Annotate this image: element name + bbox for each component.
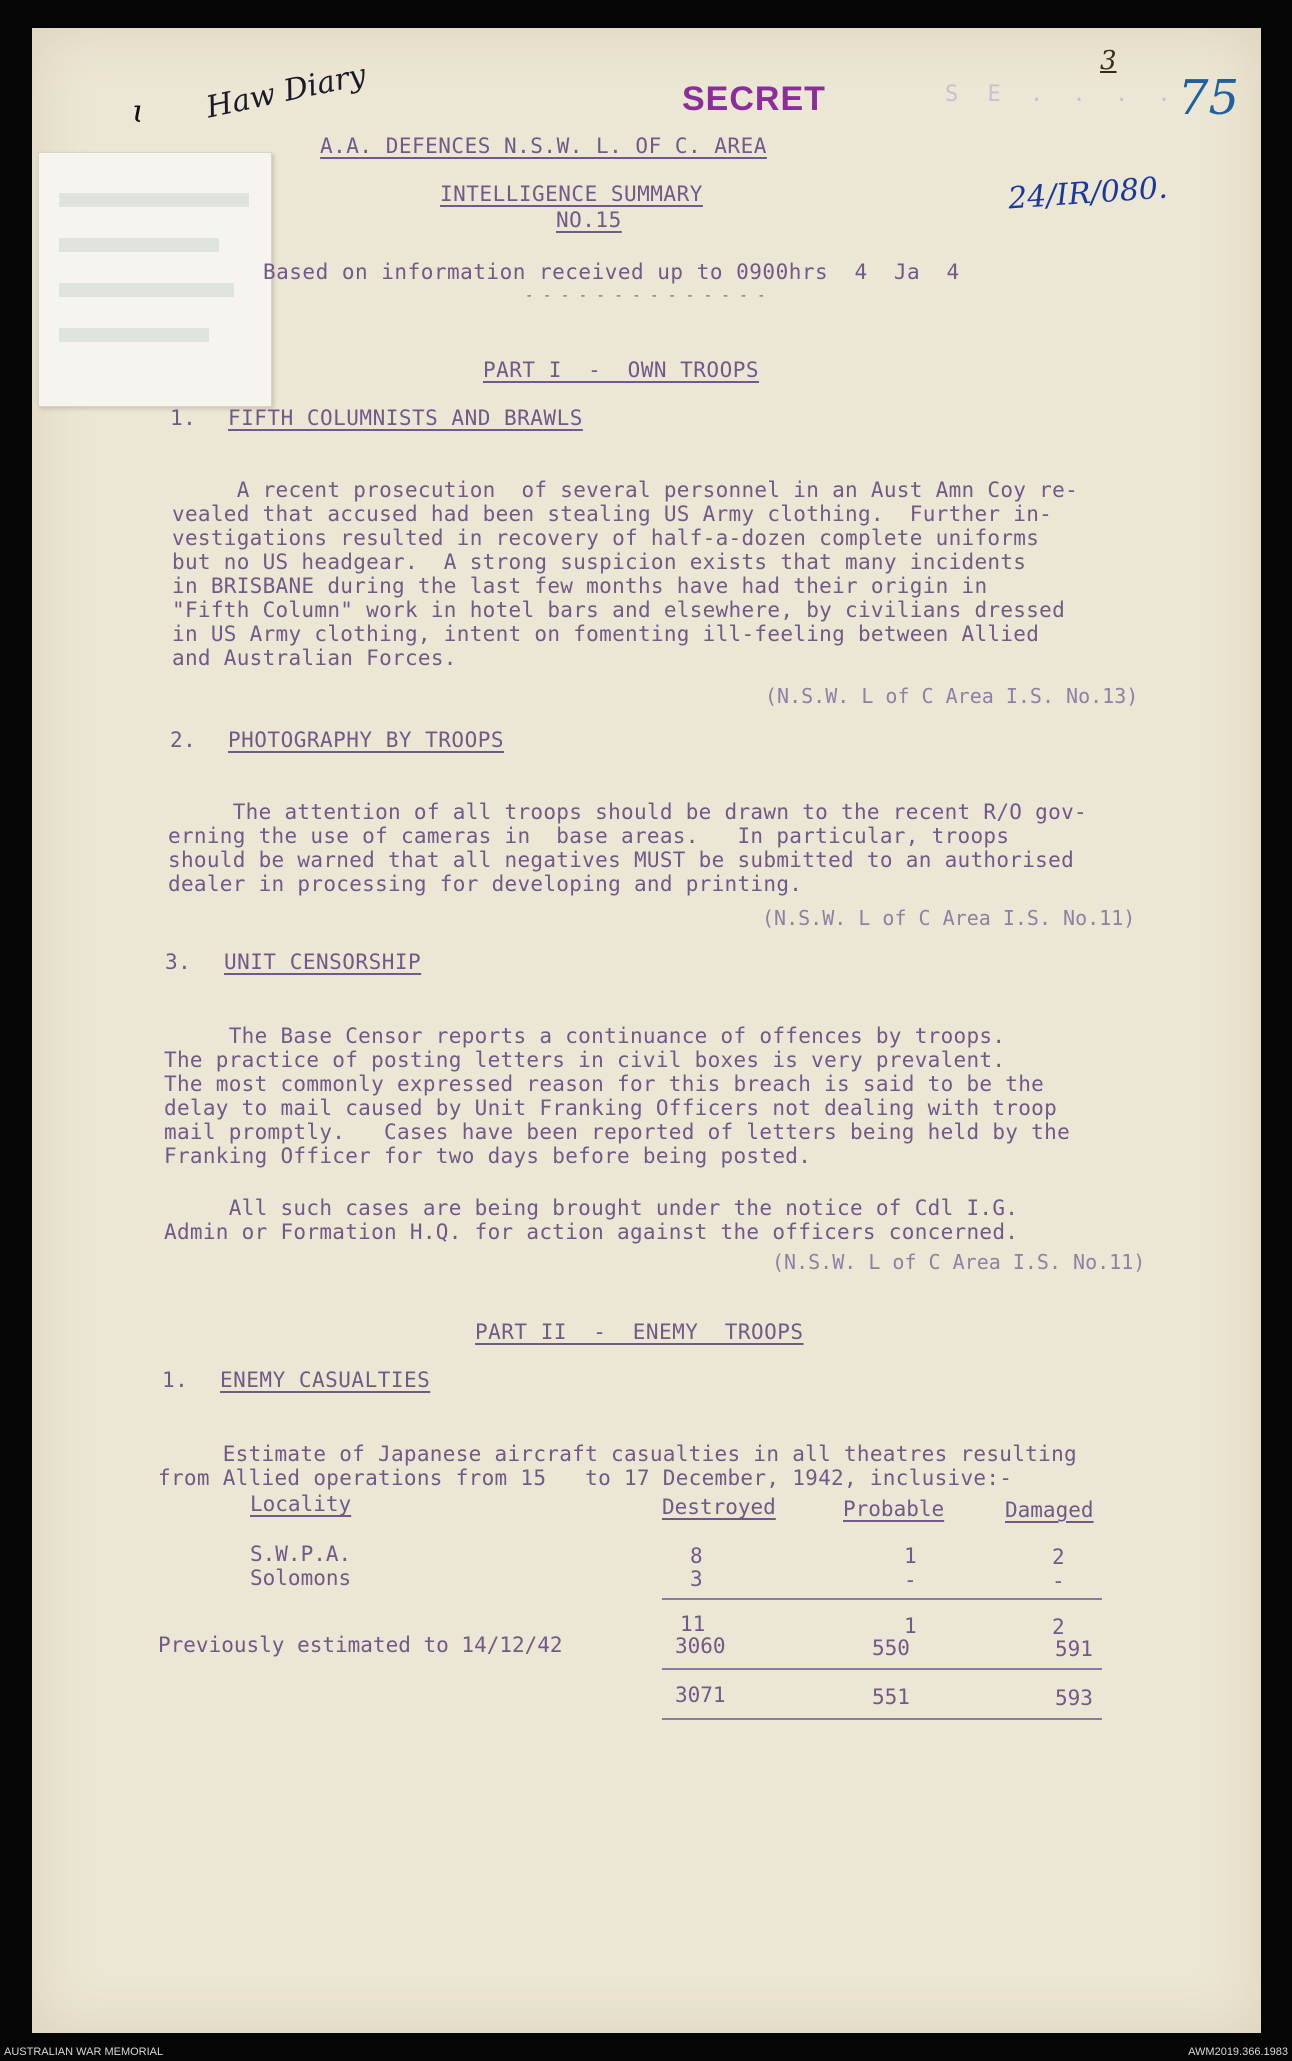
summary-title: INTELLIGENCE SUMMARY xyxy=(440,182,703,206)
row-probable: - xyxy=(904,1568,917,1592)
part-2-section-1-number: 1. xyxy=(162,1368,189,1392)
section-1-title: FIFTH COLUMNISTS AND BRAWLS xyxy=(228,406,583,430)
handwritten-page-number: 3 xyxy=(1100,46,1117,76)
section-3-body: The Base Censor reports a continuance of offences by troops. The practice of posting letters in civil boxes is very prevalent. The most commonly expressed reason for this breach is said to be the delay to mail caused by Unit Franking Officers not dealing with troop mail promptly. Cases have been reported of letters being held by the Franking Officer for two days before being posted. xyxy=(164,1024,1071,1168)
section-2-body: The attention of all troops should be drawn to the recent R/O gov- erning the use of cameras in base areas. In particular, troops should be warned that all negatives MUST be submitted to an authorised dealer in processing for developing and printing. xyxy=(168,800,1087,896)
section-1-number: 1. xyxy=(170,406,197,430)
part-2-section-1-body: Estimate of Japanese aircraft casualties in all theatres resulting from Allied operations from 15 to 17 December, 1942, inclusive:- xyxy=(158,1442,1077,1490)
ink-mark: ɩ xyxy=(132,92,145,130)
section-2-title: PHOTOGRAPHY BY TROOPS xyxy=(228,728,505,752)
table-rule xyxy=(662,1668,1102,1670)
section-3-number: 3. xyxy=(165,950,192,974)
section-1-source: (N.S.W. L of C Area I.S. No.13) xyxy=(765,684,1139,708)
col-header-locality: Locality xyxy=(250,1492,352,1516)
handwritten-reference: 24/IR/080. xyxy=(1006,170,1169,217)
section-2-source: (N.S.W. L of C Area I.S. No.11) xyxy=(762,906,1136,930)
total-probable: 551 xyxy=(872,1685,910,1709)
row-locality: S.W.P.A. xyxy=(250,1542,352,1566)
row-destroyed: 3 xyxy=(690,1567,703,1591)
row-locality: Solomons xyxy=(250,1566,352,1590)
previous-damaged: 591 xyxy=(1055,1637,1093,1661)
row-probable: 1 xyxy=(904,1544,917,1568)
handwritten-note: Haw Diary xyxy=(203,57,369,126)
unit-heading: A.A. DEFENCES N.S.W. L. OF C. AREA xyxy=(320,134,767,158)
attached-slip xyxy=(38,152,272,407)
previous-label: Previously estimated to 14/12/42 xyxy=(158,1633,563,1657)
part-1-heading: PART I - OWN TROOPS xyxy=(483,358,760,382)
total-damaged: 593 xyxy=(1055,1686,1093,1710)
dash-rule: - - - - - - - - - - - - - - xyxy=(525,288,767,304)
subtotal-damaged: 2 xyxy=(1052,1615,1065,1639)
col-header-probable: Probable xyxy=(843,1497,945,1521)
row-damaged: - xyxy=(1052,1569,1065,1593)
archive-reference: AWM2019.366.1983 xyxy=(1188,2046,1288,2058)
row-destroyed: 8 xyxy=(690,1544,703,1568)
previous-probable: 550 xyxy=(872,1636,910,1660)
section-3-title: UNIT CENSORSHIP xyxy=(224,950,422,974)
subtotal-destroyed: 11 xyxy=(680,1612,706,1636)
part-2-section-1-title: ENEMY CASUALTIES xyxy=(220,1368,431,1392)
table-rule xyxy=(662,1718,1102,1720)
section-3-source: (N.S.W. L of C Area I.S. No.11) xyxy=(772,1250,1146,1274)
col-header-damaged: Damaged xyxy=(1005,1498,1094,1522)
archive-credit: AUSTRALIAN WAR MEMORIAL xyxy=(4,2046,164,2058)
section-1-body: A recent prosecution of several personnel in an Aust Amn Coy re- vealed that accused had been stealing US Army clothing. Further in- vestigations resulted in recovery of half-a-dozen complete uniforms but no US headgear. A strong suspicion exists that many incidents in BRISBANE during the last few months have had their origin in "Fifth Column" work in hotel bars and elsewhere, by civilians dressed in US Army clothing, intent on fomenting ill-feeling between Allied and Australian Forces. xyxy=(172,478,1079,670)
row-damaged: 2 xyxy=(1052,1545,1065,1569)
section-3-body-2: All such cases are being brought under the notice of Cdl I.G. Admin or Formation H.Q. for action against the officers concerned. xyxy=(164,1196,1019,1244)
based-on-line: Based on information received up to 0900hrs 4 Ja 4 xyxy=(263,260,960,284)
subtotal-probable: 1 xyxy=(904,1614,917,1638)
summary-number: NO.15 xyxy=(556,208,622,232)
secret-stamp: SECRET xyxy=(682,80,826,118)
handwritten-folio: 75 xyxy=(1178,70,1240,126)
total-destroyed: 3071 xyxy=(675,1683,726,1707)
col-header-destroyed: Destroyed xyxy=(662,1495,776,1519)
secret-stamp-faint: S E . . . . xyxy=(945,82,1179,107)
section-2-number: 2. xyxy=(170,728,197,752)
part-2-heading: PART II - ENEMY TROOPS xyxy=(475,1320,804,1344)
previous-destroyed: 3060 xyxy=(675,1634,726,1658)
table-rule xyxy=(662,1598,1102,1600)
